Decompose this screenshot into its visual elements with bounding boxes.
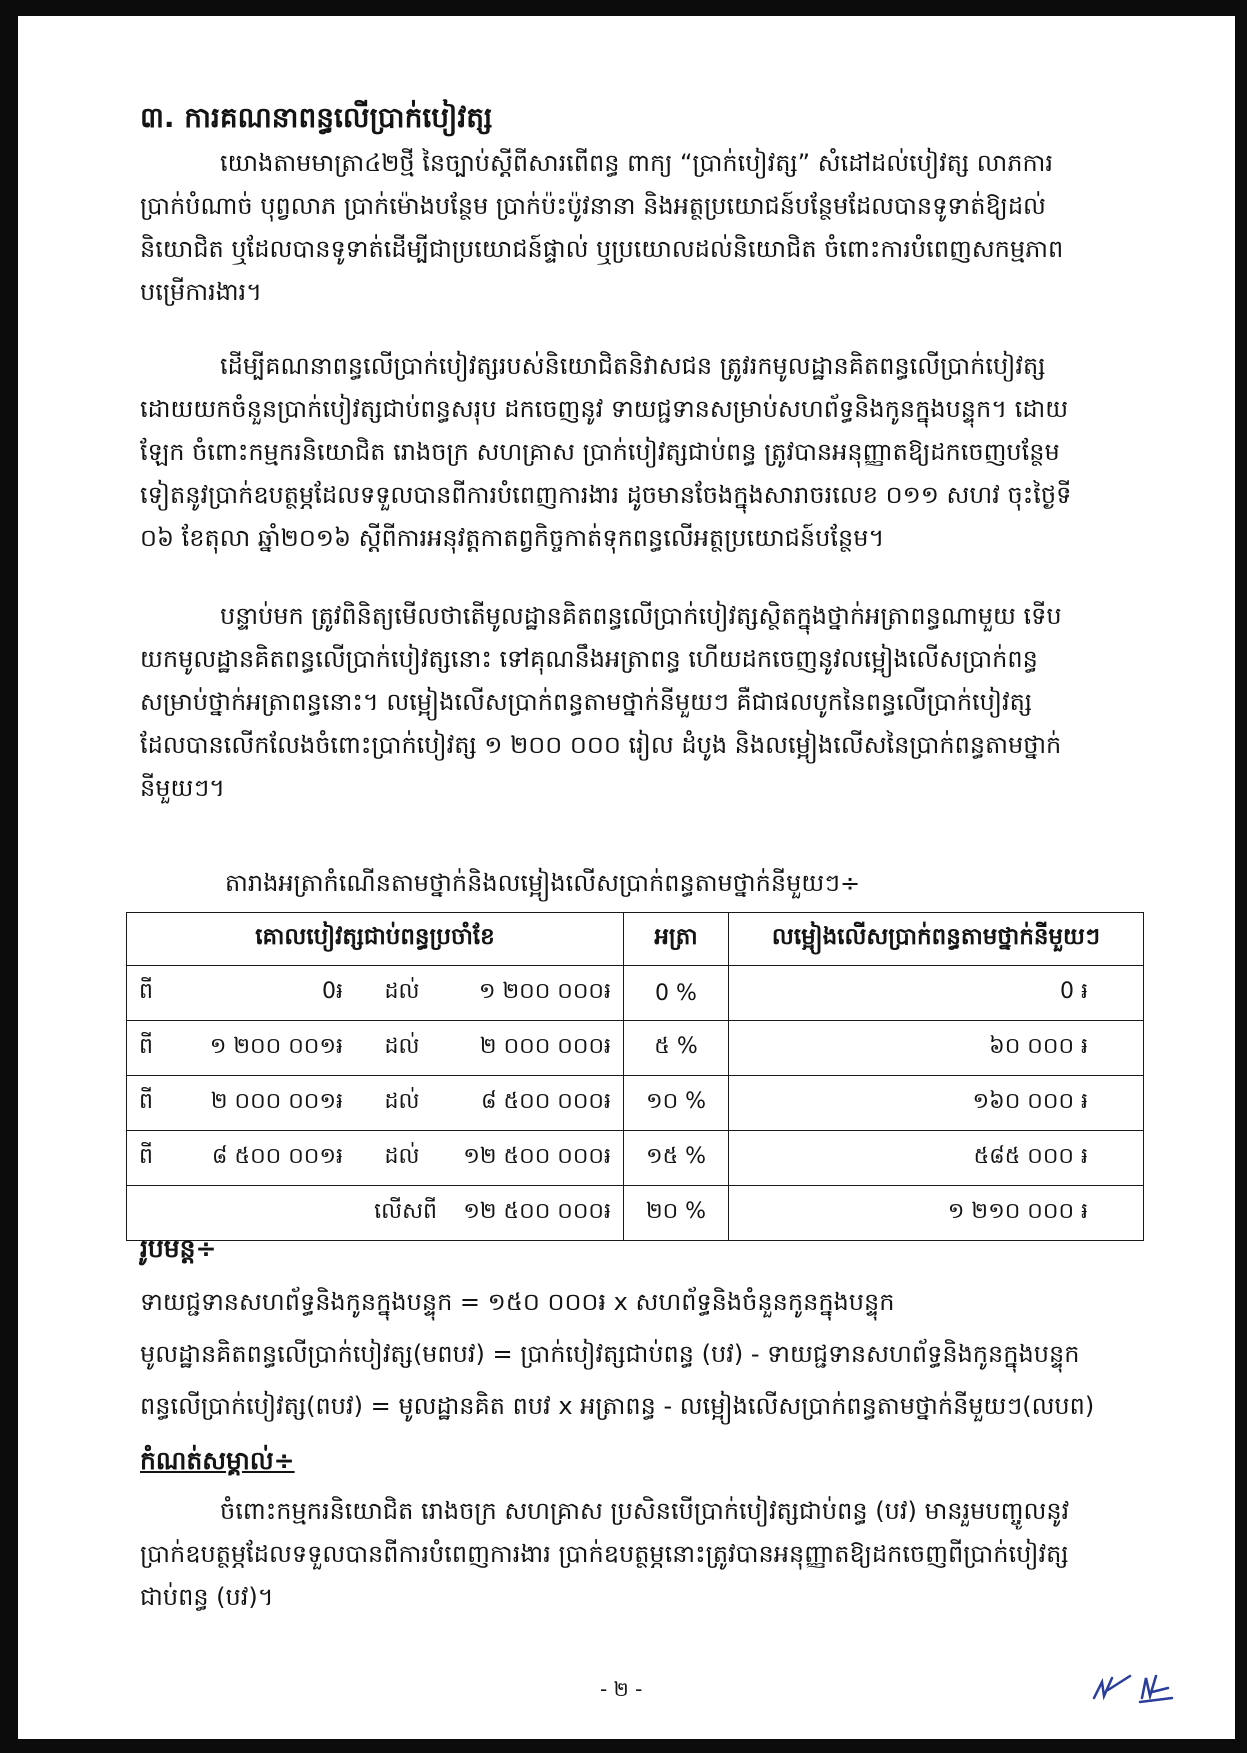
cell-start: ២ ០០០ ០០១៛	[181, 1076, 355, 1131]
table-row	[127, 1186, 1144, 1241]
paragraph-tax-rate	[140, 595, 1120, 810]
cell-to: ដល់	[355, 1076, 449, 1131]
cell-start: 0៛	[181, 966, 355, 1021]
cell-from: ពី	[127, 1076, 182, 1131]
tax-bracket-table	[126, 912, 1144, 1241]
initials-signature-icon	[1090, 1668, 1180, 1708]
cell-deduction: ៥៨៥ ០០០ ៛	[729, 1131, 1144, 1186]
cell-deduction: ៦០ ០០០ ៛	[729, 1021, 1144, 1076]
paragraph-line: និយោជិត ឬដែលបានទូទាត់ដើម្បីជាប្រយោជន៍ផ្ទាល់ ឬប្រយោលដល់និយោជិត ចំពោះការបំពេញសកម្មភាព	[140, 235, 1064, 263]
note-paragraph	[140, 1490, 1120, 1619]
paragraph-line: យកមូលដ្ឋានគិតពន្ធលើប្រាក់បៀវត្សនោះ ទៅគុណនឹងអត្រាពន្ធ ហើយដកចេញនូវលម្អៀងលើសប្រាក់ពន្ធ	[140, 645, 1038, 673]
cell-start: ១ ២០០ ០០១៛	[181, 1021, 355, 1076]
cell-from: ពី	[127, 1021, 182, 1076]
paragraph-line: ដោយយកចំនួនប្រាក់បៀវត្សជាប់ពន្ធសរុប ដកចេញនូវ ទាយជ្ជទានសម្រាប់សហព័ទ្ធនិងកូនក្នុងបន្ទុក។ ដោយ	[140, 395, 1069, 423]
cell-end: ២ ០០០ ០០០៛	[449, 1021, 624, 1076]
paragraph-line: ប្រាក់ឧបត្ថម្ភដែលទទួលបានពីការបំពេញការងារ ប្រាក់ឧបត្ថម្ភនោះត្រូវបានអនុញ្ញាតឱ្យដកចេញពីប្រាក់បៀវត្ស	[140, 1540, 1069, 1568]
note-heading: កំណត់សម្គាល់÷	[140, 1446, 295, 1475]
formula-dependent-allowance: ទាយជ្ជទានសហព័ទ្ធនិងកូនក្នុងបន្ទុក = ១៥០ ០០០៛ x សហព័ទ្ធនិងចំនួនកូនក្នុងបន្ទុក	[140, 1288, 895, 1316]
table-row	[127, 1021, 1144, 1076]
paragraph-line: នីមួយៗ។	[140, 774, 225, 802]
table-row	[127, 1131, 1144, 1186]
paragraph-line: សម្រាប់ថ្នាក់អត្រាពន្ធនោះ។ លម្អៀងលើសប្រាក់ពន្ធតាមថ្នាក់នីមួយៗ គឺជាផលបូកនៃពន្ធលើប្រាក់បៀវត្ស	[140, 688, 1033, 716]
paragraph-line: ប្រាក់បំណាច់ បុព្វលាភ ប្រាក់ម៉ោងបន្ថែម ប្រាក់ប៉ះប៉ូវនានា និងអត្ថប្រយោជន៍បន្ថែមដែលបានទូទាត់ឱ្យដល់	[140, 192, 1046, 220]
cell-over: លើសពី	[355, 1186, 449, 1241]
table-row	[127, 966, 1144, 1021]
cell-from: ពី	[127, 1131, 182, 1186]
cell-rate: ១៥ %	[624, 1131, 729, 1186]
header-deduction: លម្អៀងលើសប្រាក់ពន្ធតាមថ្នាក់នីមួយៗ	[729, 913, 1144, 966]
section-title: ៣. ការគណនាពន្ធលើប្រាក់បៀវត្ស	[140, 101, 493, 134]
paragraph-line: ទៀតនូវប្រាក់ឧបត្ថម្ភដែលទទួលបានពីការបំពេញការងារ ដូចមានចែងក្នុងសារាចរលេខ ០១១ សហវ ចុះថ្ងៃទី	[140, 481, 1072, 509]
table-header-row	[127, 913, 1144, 966]
cell-end: ១២ ៥០០ ០០០៛	[449, 1131, 624, 1186]
cell-deduction: 0 ៛	[729, 966, 1144, 1021]
cell-end: ១២ ៥០០ ០០០៛	[449, 1186, 624, 1241]
cell-rate: ១០ %	[624, 1076, 729, 1131]
paragraph-salary-definition	[140, 142, 1120, 314]
table-row	[127, 1076, 1144, 1131]
paragraph-line: ជាប់ពន្ធ (បវ)។	[140, 1583, 274, 1611]
cell-from: ពី	[127, 966, 182, 1021]
cell-end: ១ ២០០ ០០០៛	[449, 966, 624, 1021]
cell-rate: 0 %	[624, 966, 729, 1021]
paragraph-line: ០៦ ខែតុលា ឆ្នាំ២០១៦ ស្តីពីការអនុវត្តកាតព្វកិច្ចកាត់ទុកពន្ធលើអត្ថប្រយោជន៍បន្ថែម។	[140, 524, 885, 552]
cell-end: ៨ ៥០០ ០០០៛	[449, 1076, 624, 1131]
formula-tax-base: មូលដ្ឋានគិតពន្ធលើប្រាក់បៀវត្ស(មពបវ) = ប្រាក់បៀវត្សជាប់ពន្ធ (បវ) - ទាយជ្ជទានសហព័ទ្ធនិងកូនក្នុងបន្ទុក	[140, 1340, 1080, 1368]
paragraph-line: ចំពោះកម្មករនិយោជិត រោងចក្រ សហគ្រាស ប្រសិនបើប្រាក់បៀវត្សជាប់ពន្ធ (បវ) មានរួមបញ្ចូលនូវ	[220, 1497, 1070, 1525]
cell-to: ដល់	[355, 966, 449, 1021]
cell-rate: ៥ %	[624, 1021, 729, 1076]
paragraph-line: ដើម្បីគណនាពន្ធលើប្រាក់បៀវត្សរបស់និយោជិតនិវាសជន ត្រូវរកមូលដ្ឋានគិតពន្ធលើប្រាក់បៀវត្ស	[220, 352, 1046, 380]
paragraph-line: ដែលបានលើកលែងចំពោះប្រាក់បៀវត្ស ១ ២០០ ០០០ រៀល ដំបូង និងលម្អៀងលើសនៃប្រាក់ពន្ធតាមថ្នាក់	[140, 731, 1062, 759]
paragraph-line: ឡែក ចំពោះកម្មករនិយោជិត រោងចក្រ សហគ្រាស ប្រាក់បៀវត្សជាប់ពន្ធ ត្រូវបានអនុញ្ញាតឱ្យដកចេញបន្ថែម	[140, 438, 1060, 466]
formula-heading: រូបមន្ត÷	[140, 1234, 217, 1263]
paragraph-line: យោងតាមមាត្រា៤២ថ្មី នៃច្បាប់ស្តីពីសារពើពន្ធ ពាក្យ “ប្រាក់បៀវត្ស” សំដៅដល់បៀវត្ស លាភការ	[220, 149, 1053, 177]
cell-deduction: ១៦០ ០០០ ៛	[729, 1076, 1144, 1131]
cell-to: ដល់	[355, 1021, 449, 1076]
formula-salary-tax: ពន្ធលើប្រាក់បៀវត្ស(ពបវ) = មូលដ្ឋានគិត ពបវ x អត្រាពន្ធ - លម្អៀងលើសប្រាក់ពន្ធតាមថ្នាក់នីមួយៗ(លបព)	[140, 1392, 1095, 1420]
cell-start: ៨ ៥០០ ០០១៛	[181, 1131, 355, 1186]
paragraph-line: បម្រើការងារ។	[140, 278, 262, 306]
paragraph-tax-base	[140, 345, 1120, 560]
paragraph-line: បន្ទាប់មក ត្រូវពិនិត្យមើលថាតើមូលដ្ឋានគិតពន្ធលើប្រាក់បៀវត្សស្ថិតក្នុងថ្នាក់អត្រាពន្ធណាមួយ ទើប	[220, 602, 1062, 630]
page-number: - ២ -	[600, 1677, 643, 1701]
header-monthly-taxable-salary: គោលបៀវត្សជាប់ពន្ធប្រចាំខែ	[127, 913, 624, 966]
cell-deduction: ១ ២១០ ០០០ ៛	[729, 1186, 1144, 1241]
cell-rate: ២០ %	[624, 1186, 729, 1241]
table-caption: តារាងអត្រាកំណើនតាមថ្នាក់និងលម្អៀងលើសប្រាក់ពន្ធតាមថ្នាក់នីមួយៗ÷	[225, 869, 861, 897]
header-rate: អត្រា	[624, 913, 729, 966]
cell-to: ដល់	[355, 1131, 449, 1186]
